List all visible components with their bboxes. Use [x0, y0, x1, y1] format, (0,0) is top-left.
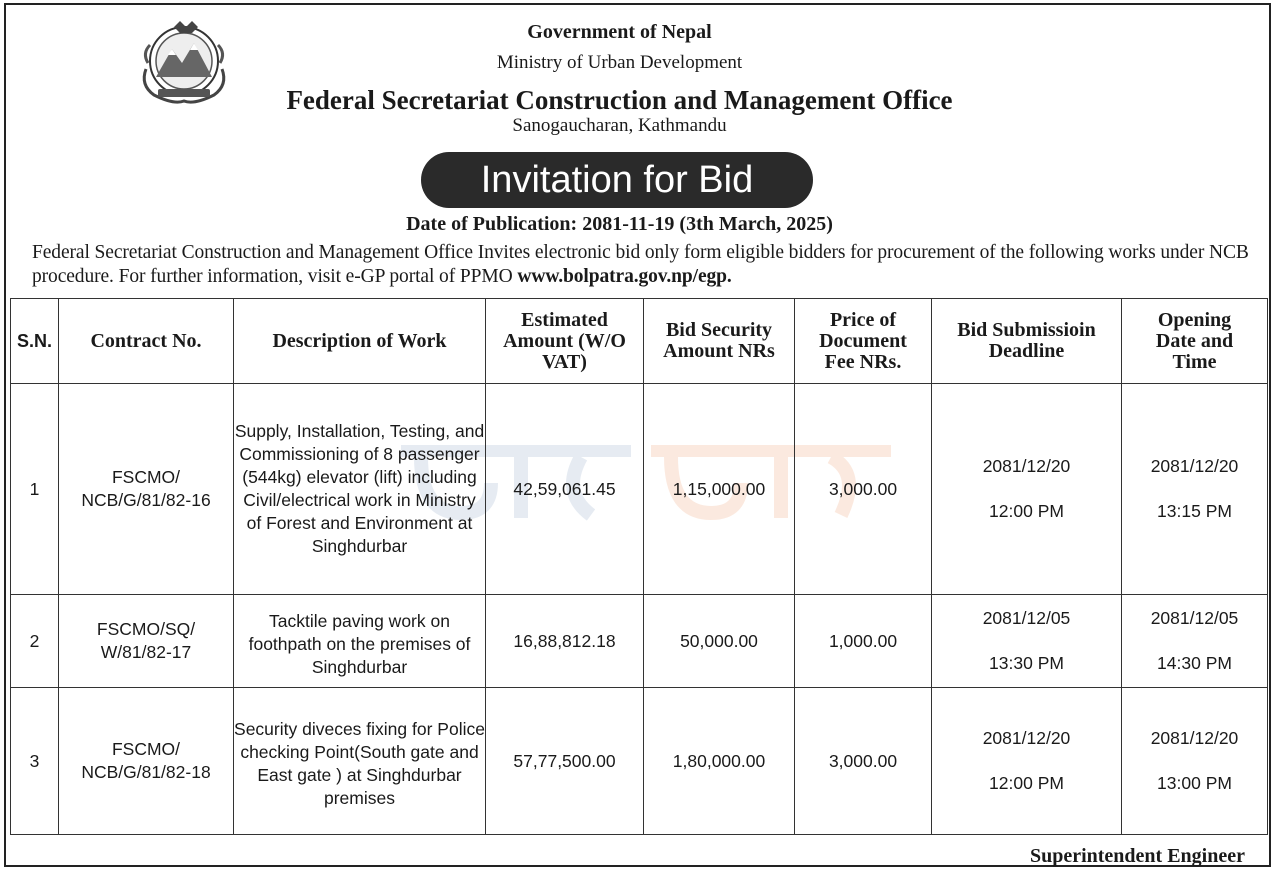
- cell-estimated-amount: 57,77,500.00: [486, 688, 644, 835]
- cell-description: Supply, Installation, Testing, and Commissioning of 8 passenger (544kg) elevator (lift) including Civil/electrical work in Ministry of Forest and Environment at Singhdurbar: [234, 384, 486, 595]
- table-row: [11, 688, 1268, 835]
- cell-contract-no: FSCMO/ NCB/G/81/82-16: [59, 384, 234, 595]
- government-heading: Government of Nepal: [527, 21, 712, 43]
- cell-doc-fee: 1,000.00: [795, 595, 932, 688]
- cell-estimated-amount: 16,88,812.18: [486, 595, 644, 688]
- cell-sn: 2: [11, 595, 59, 688]
- cell-estimated-amount: 42,59,061.45: [486, 384, 644, 595]
- bids-table: [10, 298, 1268, 835]
- cell-opening: [1122, 595, 1268, 688]
- col-header-doc-fee: Price of Document Fee NRs.: [795, 299, 932, 384]
- opening-date: 2081/12/20: [1150, 728, 1239, 748]
- opening-time: 13:15 PM: [1157, 501, 1232, 521]
- cell-sn: 3: [11, 688, 59, 835]
- cell-sn: 1: [11, 384, 59, 595]
- cell-submission-deadline: [932, 384, 1122, 595]
- submission-date: 2081/12/20: [982, 456, 1071, 476]
- col-header-estimated-amount: Estimated Amount (W/O VAT): [486, 299, 644, 384]
- office-heading: Federal Secretariat Construction and Management Office: [286, 85, 953, 115]
- opening-date: 2081/12/05: [1150, 608, 1239, 628]
- signoff: Superintendent Engineer: [1029, 845, 1245, 867]
- cell-description: Tacktile paving work on foothpath on the premises of Singhdurbar: [234, 595, 486, 688]
- intro-paragraph: [32, 241, 1277, 289]
- ministry-heading: Ministry of Urban Development: [496, 52, 743, 73]
- cell-opening: [1122, 384, 1268, 595]
- opening-time: 14:30 PM: [1157, 653, 1232, 673]
- cell-submission-deadline: [932, 595, 1122, 688]
- submission-time: 12:00 PM: [989, 501, 1064, 521]
- col-header-description: Description of Work: [234, 299, 486, 384]
- cell-bid-security: 1,80,000.00: [644, 688, 795, 835]
- cell-contract-no: FSCMO/ NCB/G/81/82-18: [59, 688, 234, 835]
- cell-doc-fee: 3,000.00: [795, 384, 932, 595]
- opening-date: 2081/12/20: [1150, 456, 1239, 476]
- table-row: [11, 595, 1268, 688]
- page-title: Invitation for Bid: [421, 152, 813, 208]
- table-row: [11, 384, 1268, 595]
- col-header-bid-security: Bid Security Amount NRs: [644, 299, 795, 384]
- submission-time: 12:00 PM: [989, 773, 1064, 793]
- col-header-submission-deadline: Bid Submissioin Deadline: [932, 299, 1122, 384]
- cell-contract-no: FSCMO/SQ/ W/81/82-17: [59, 595, 234, 688]
- egp-portal-link[interactable]: www.bolpatra.gov.np/egp.: [517, 266, 732, 287]
- opening-time: 13:00 PM: [1157, 773, 1232, 793]
- publication-date: Date of Publication: 2081-11-19 (3th March, 2025): [406, 213, 833, 235]
- cell-description: Security diveces fixing for Police checking Point(South gate and East gate ) at Singhdurbar premises: [234, 688, 486, 835]
- cell-bid-security: 50,000.00: [644, 595, 795, 688]
- col-header-contract-no: Contract No.: [59, 299, 234, 384]
- office-address: Sanogaucharan, Kathmandu: [512, 115, 727, 136]
- intro-text: Federal Secretariat Construction and Management Office Invites electronic bid only form eligible bidders for procurement of the following works under NCB procedure. For further information, visit e-GP portal of PPMO: [32, 242, 1249, 287]
- col-header-sn: S.N.: [11, 299, 59, 384]
- col-header-opening: Opening Date and Time: [1122, 299, 1268, 384]
- cell-submission-deadline: [932, 688, 1122, 835]
- cell-opening: [1122, 688, 1268, 835]
- submission-date: 2081/12/05: [982, 608, 1071, 628]
- table-header-row: [11, 299, 1268, 384]
- submission-date: 2081/12/20: [982, 728, 1071, 748]
- submission-time: 13:30 PM: [989, 653, 1064, 673]
- cell-bid-security: 1,15,000.00: [644, 384, 795, 595]
- cell-doc-fee: 3,000.00: [795, 688, 932, 835]
